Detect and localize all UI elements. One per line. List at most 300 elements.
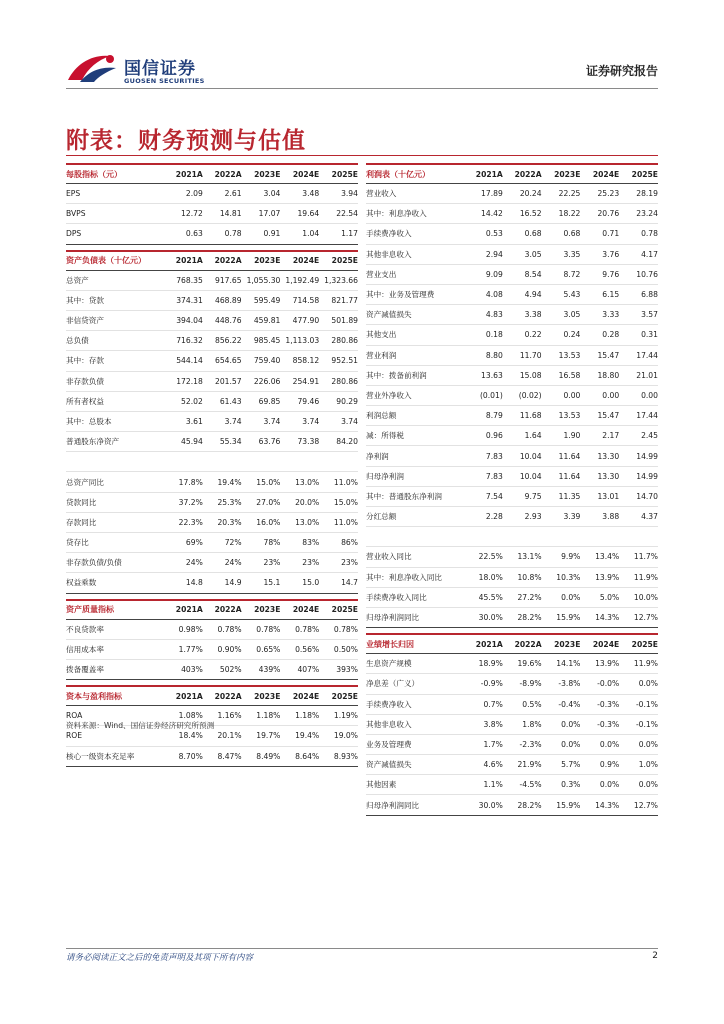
table-cell: 13.9% bbox=[595, 572, 620, 582]
table-section-title: 资产质量指标 bbox=[66, 605, 114, 615]
table-cell: 11.35 bbox=[558, 491, 581, 501]
row-label: 存款同比 bbox=[66, 517, 97, 527]
table-cell: 11.9% bbox=[633, 659, 658, 669]
row-label: 其他非息收入 bbox=[366, 249, 412, 259]
table-cell: 10.8% bbox=[517, 572, 542, 582]
row-label: 净利润 bbox=[366, 451, 389, 461]
table-cell: 15.0% bbox=[256, 477, 281, 487]
table-cell: 1.19% bbox=[333, 711, 358, 721]
table-cell: 0.65% bbox=[256, 644, 281, 654]
table-row bbox=[366, 446, 658, 466]
table-cell: 14.42 bbox=[481, 209, 503, 219]
table-cell: 0.3% bbox=[561, 780, 581, 790]
table-row bbox=[66, 472, 358, 492]
table-cell: 716.32 bbox=[176, 336, 203, 346]
table-cell: 0.24 bbox=[563, 330, 581, 340]
logo-text: 国信证券 bbox=[124, 59, 196, 79]
table-cell: -0.1% bbox=[635, 719, 658, 729]
row-label: 归母净利润同比 bbox=[366, 613, 420, 623]
table-cell: 477.90 bbox=[292, 316, 320, 326]
table-row bbox=[66, 620, 358, 640]
table-cell: 30.0% bbox=[478, 800, 503, 810]
table-cell: 15.9% bbox=[556, 613, 581, 623]
table-cell: 1.90 bbox=[563, 431, 581, 441]
year-column-header: 2022A bbox=[214, 169, 242, 179]
table-cell: 393% bbox=[336, 665, 358, 675]
table-cell: 14.1% bbox=[556, 659, 581, 669]
table-cell: 201.57 bbox=[215, 376, 242, 386]
table-cell: 448.76 bbox=[215, 316, 242, 326]
table-cell: 19.4% bbox=[217, 477, 242, 487]
row-label: DPS bbox=[66, 229, 82, 239]
table-row bbox=[66, 372, 358, 392]
table-cell: 25.3% bbox=[217, 497, 242, 507]
table-cell: 226.06 bbox=[253, 376, 281, 386]
table-cell: 86% bbox=[341, 538, 358, 548]
table-row bbox=[66, 392, 358, 412]
row-label: 利润总额 bbox=[366, 411, 397, 421]
table-cell: 27.0% bbox=[256, 497, 281, 507]
table-row bbox=[366, 285, 658, 305]
table-row bbox=[366, 204, 658, 224]
table-cell: 3.74 bbox=[341, 416, 358, 426]
table-cell: 30.0% bbox=[478, 613, 503, 623]
table-row bbox=[366, 674, 658, 694]
table-cell: 502% bbox=[219, 665, 242, 675]
table-cell: 13.30 bbox=[597, 471, 620, 481]
table-cell: -0.3% bbox=[597, 699, 620, 709]
table-cell: 13.9% bbox=[595, 659, 620, 669]
table-cell: 0.56% bbox=[295, 644, 320, 654]
right-tables-column bbox=[366, 163, 658, 816]
row-label: 其中：总股本 bbox=[66, 416, 112, 426]
table-cell: 1,055.30 bbox=[246, 275, 281, 285]
table-cell: -2.3% bbox=[519, 739, 542, 749]
row-label: 其他因素 bbox=[366, 780, 397, 790]
row-label: 其他非息收入 bbox=[366, 719, 412, 729]
table-cell: -0.3% bbox=[597, 719, 620, 729]
table-cell: 3.05 bbox=[524, 249, 542, 259]
table-cell: 14.9 bbox=[224, 578, 242, 588]
year-column-header: 2024E bbox=[292, 691, 320, 701]
table-cell: 13.53 bbox=[558, 350, 581, 360]
year-column-header: 2025E bbox=[331, 605, 358, 615]
year-column-header: 2023E bbox=[554, 639, 581, 649]
table-cell: 0.31 bbox=[641, 330, 658, 340]
table-row bbox=[66, 493, 358, 513]
year-column-header: 2023E bbox=[254, 256, 281, 266]
table-cell: 374.31 bbox=[176, 295, 203, 305]
table-section-title: 资本与盈利指标 bbox=[66, 691, 122, 701]
guosen-logo-icon bbox=[66, 50, 120, 86]
row-label: EPS bbox=[66, 189, 81, 199]
table-cell: 985.45 bbox=[253, 336, 281, 346]
table-cell: 3.48 bbox=[302, 189, 320, 199]
data-source-note: 资料来源：Wind、国信证券经济研究所预测 bbox=[66, 721, 215, 730]
table-cell: 0.0% bbox=[599, 739, 620, 749]
table-cell: 13.63 bbox=[481, 370, 503, 380]
table-row bbox=[366, 654, 658, 674]
table-row bbox=[66, 351, 358, 371]
table-cell: 17.8% bbox=[178, 477, 203, 487]
year-column-header: 2021A bbox=[475, 169, 503, 179]
table-cell: 83% bbox=[302, 538, 320, 548]
table-cell: 16.0% bbox=[256, 517, 281, 527]
year-column-header: 2024E bbox=[292, 256, 320, 266]
table-cell: -0.9% bbox=[480, 679, 503, 689]
table-cell: 4.6% bbox=[483, 760, 503, 770]
table-cell: 3.74 bbox=[302, 416, 320, 426]
table-cell: 11.64 bbox=[558, 451, 581, 461]
table-row bbox=[366, 224, 658, 244]
table-cell: 0.0% bbox=[638, 739, 658, 749]
row-label: 贷存比 bbox=[66, 538, 89, 548]
table-cell: 11.68 bbox=[519, 411, 542, 421]
row-label: 营业收入 bbox=[366, 189, 397, 199]
table-cell: 18.0% bbox=[478, 572, 503, 582]
row-label: 归母净利润 bbox=[366, 471, 404, 481]
table-cell: 22.25 bbox=[558, 189, 581, 199]
row-label: 其中：利息净收入 bbox=[366, 209, 427, 219]
table-cell: 8.72 bbox=[563, 269, 581, 279]
table-cell: 0.98% bbox=[178, 624, 203, 634]
disclaimer-text: 请务必阅读正文之后的免责声明及其项下所有内容 bbox=[66, 953, 254, 963]
table-cell: 654.65 bbox=[215, 356, 242, 366]
page-header bbox=[66, 50, 658, 90]
table-cell: 10.04 bbox=[519, 451, 542, 461]
table-cell: 73.38 bbox=[297, 437, 320, 447]
table-cell: -3.8% bbox=[558, 679, 581, 689]
table-row bbox=[366, 426, 658, 446]
table-cell: 0.50% bbox=[333, 644, 358, 654]
table-cell: 3.05 bbox=[563, 310, 581, 320]
table-row bbox=[366, 184, 658, 204]
table-cell: 8.54 bbox=[524, 269, 542, 279]
row-label: 生息资产规模 bbox=[366, 659, 412, 669]
table-row bbox=[366, 588, 658, 608]
table-cell: 9.75 bbox=[524, 491, 542, 501]
year-column-header: 2024E bbox=[292, 605, 320, 615]
table-cell: 407% bbox=[297, 665, 320, 675]
table-cell: 3.38 bbox=[524, 310, 542, 320]
table-cell: 84.20 bbox=[336, 437, 358, 447]
table-cell: 1.17 bbox=[341, 229, 358, 239]
table-cell: 16.52 bbox=[519, 209, 542, 219]
table-cell: 858.12 bbox=[292, 356, 320, 366]
table-cell: 1.1% bbox=[483, 780, 503, 790]
table-cell: 7.83 bbox=[485, 471, 503, 481]
page-number: 2 bbox=[652, 951, 658, 961]
table-cell: 28.2% bbox=[517, 613, 542, 623]
row-label: 信用成本率 bbox=[66, 644, 104, 654]
table-section-title: 业绩增长归因 bbox=[366, 639, 414, 649]
table-cell: 3.61 bbox=[185, 416, 203, 426]
table-cell: 0.0% bbox=[561, 592, 581, 602]
row-label: 手续费净收入 bbox=[366, 229, 412, 239]
row-label: 拨备覆盖率 bbox=[66, 665, 104, 675]
year-column-header: 2025E bbox=[331, 691, 358, 701]
table-row bbox=[366, 406, 658, 426]
table-cell: 0.78 bbox=[641, 229, 658, 239]
table-cell: 11.0% bbox=[333, 517, 358, 527]
table-cell: 2.61 bbox=[224, 189, 242, 199]
table-row bbox=[366, 325, 658, 345]
table-cell: 1.04 bbox=[302, 229, 320, 239]
table-cell: 15.47 bbox=[597, 411, 620, 421]
row-label: 营业收入同比 bbox=[366, 552, 412, 562]
table-cell: 0.9% bbox=[599, 760, 620, 770]
table-cell: 13.01 bbox=[597, 491, 620, 501]
table-cell: 17.44 bbox=[636, 350, 658, 360]
table-cell: 6.88 bbox=[641, 290, 658, 300]
table-cell: 19.7% bbox=[256, 731, 281, 741]
table-header-row bbox=[366, 633, 658, 654]
table-cell: 0.0% bbox=[638, 780, 658, 790]
table-cell: 14.70 bbox=[636, 491, 658, 501]
table-row bbox=[366, 695, 658, 715]
table-cell: 4.83 bbox=[485, 310, 503, 320]
table-cell: 1.7% bbox=[483, 739, 503, 749]
table-cell: 15.47 bbox=[597, 350, 620, 360]
year-column-header: 2021A bbox=[175, 169, 203, 179]
table-cell: 90.29 bbox=[336, 396, 358, 406]
table-cell: 13.0% bbox=[295, 517, 320, 527]
year-column-header: 2025E bbox=[331, 169, 358, 179]
table-cell: 10.3% bbox=[556, 572, 581, 582]
table-row bbox=[66, 412, 358, 432]
table-cell: 15.9% bbox=[556, 800, 581, 810]
table-cell: -0.0% bbox=[597, 679, 620, 689]
table-cell: 15.0 bbox=[302, 578, 320, 588]
table-row bbox=[366, 507, 658, 527]
table-cell: 821.77 bbox=[331, 295, 358, 305]
table-cell: 14.8 bbox=[185, 578, 203, 588]
table-cell: 7.54 bbox=[485, 491, 503, 501]
table-cell: 0.68 bbox=[563, 229, 581, 239]
table-cell: 20.24 bbox=[519, 189, 542, 199]
year-column-header: 2023E bbox=[254, 605, 281, 615]
row-label: 非存款负债/负债 bbox=[66, 558, 122, 568]
table-row bbox=[366, 346, 658, 366]
table-cell: 0.00 bbox=[641, 390, 658, 400]
table-cell: 2.28 bbox=[485, 512, 503, 522]
report-type-label: 证券研究报告 bbox=[585, 64, 658, 78]
row-label: 核心一级资本充足率 bbox=[66, 751, 135, 761]
table-cell: 28.2% bbox=[517, 800, 542, 810]
year-column-header: 2023E bbox=[254, 691, 281, 701]
table-cell: 11.9% bbox=[633, 572, 658, 582]
table-cell: 0.63 bbox=[185, 229, 203, 239]
table-cell: 6.15 bbox=[602, 290, 620, 300]
table-section-title: 资产负债表（十亿元） bbox=[66, 256, 146, 266]
financial-table bbox=[66, 250, 358, 599]
table-cell: 12.7% bbox=[633, 613, 658, 623]
table-cell: 8.80 bbox=[485, 350, 503, 360]
table-cell: 8.79 bbox=[485, 411, 503, 421]
table-cell: 714.58 bbox=[292, 295, 320, 305]
table-cell: 5.7% bbox=[561, 760, 581, 770]
table-cell: 20.0% bbox=[295, 497, 320, 507]
table-row bbox=[366, 386, 658, 406]
table-cell: 0.0% bbox=[561, 719, 581, 729]
table-cell: 45.94 bbox=[181, 437, 203, 447]
year-column-header: 2024E bbox=[592, 639, 620, 649]
table-cell: 1.64 bbox=[524, 431, 542, 441]
row-label: 其中：存款 bbox=[66, 356, 104, 366]
row-label: 非信贷资产 bbox=[66, 316, 104, 326]
table-cell: 0.71 bbox=[602, 229, 620, 239]
table-cell: 14.3% bbox=[595, 613, 620, 623]
table-cell: 3.74 bbox=[263, 416, 281, 426]
table-cell: 2.45 bbox=[641, 431, 658, 441]
table-row bbox=[366, 366, 658, 386]
year-column-header: 2025E bbox=[331, 256, 358, 266]
table-cell: 952.51 bbox=[331, 356, 358, 366]
table-cell: 14.7 bbox=[341, 578, 358, 588]
table-cell: 4.37 bbox=[641, 512, 658, 522]
table-cell: 0.7% bbox=[483, 699, 503, 709]
table-cell: 2.93 bbox=[524, 512, 542, 522]
row-label: 资产减值损失 bbox=[366, 310, 412, 320]
table-cell: 0.53 bbox=[485, 229, 503, 239]
table-row bbox=[66, 660, 358, 680]
table-cell: 768.35 bbox=[176, 275, 203, 285]
financial-table bbox=[366, 633, 658, 816]
table-cell: 2.94 bbox=[485, 249, 503, 259]
table-header-row bbox=[366, 163, 658, 184]
table-cell: 0.90% bbox=[217, 644, 242, 654]
table-cell: 3.74 bbox=[224, 416, 242, 426]
row-label: 总资产 bbox=[66, 275, 89, 285]
table-cell: 1.08% bbox=[178, 711, 203, 721]
table-cell: 3.57 bbox=[641, 310, 658, 320]
table-cell: 12.72 bbox=[181, 209, 203, 219]
table-cell: 20.1% bbox=[217, 731, 242, 741]
table-row bbox=[366, 795, 658, 815]
table-cell: 13.4% bbox=[595, 552, 620, 562]
table-cell: 3.88 bbox=[602, 512, 620, 522]
table-cell: 254.91 bbox=[292, 376, 320, 386]
table-row bbox=[66, 311, 358, 331]
table-cell: 0.28 bbox=[602, 330, 620, 340]
table-cell: 0.22 bbox=[524, 330, 542, 340]
table-cell: 52.02 bbox=[181, 396, 203, 406]
table-cell: 23% bbox=[341, 558, 358, 568]
table-cell: 55.34 bbox=[219, 437, 242, 447]
year-column-header: 2022A bbox=[514, 169, 542, 179]
table-cell: 2.09 bbox=[185, 189, 203, 199]
table-cell: 17.07 bbox=[258, 209, 281, 219]
table-row bbox=[66, 513, 358, 533]
table-cell: -0.4% bbox=[558, 699, 581, 709]
table-cell: 19.6% bbox=[517, 659, 542, 669]
table-header-row bbox=[66, 685, 358, 706]
year-column-header: 2021A bbox=[175, 605, 203, 615]
table-cell: 0.00 bbox=[602, 390, 620, 400]
table-cell: 18.4% bbox=[178, 731, 203, 741]
table-row bbox=[366, 265, 658, 285]
financial-table bbox=[66, 163, 358, 250]
table-cell: 19.4% bbox=[295, 731, 320, 741]
table-cell: 13.0% bbox=[295, 477, 320, 487]
table-row bbox=[66, 747, 358, 767]
table-section-title: 每股指标（元） bbox=[66, 169, 122, 179]
row-label: 其中：业务及管理费 bbox=[366, 290, 435, 300]
table-cell: 468.89 bbox=[215, 295, 242, 305]
table-cell: 14.99 bbox=[636, 451, 658, 461]
table-row bbox=[66, 452, 358, 472]
year-column-header: 2021A bbox=[175, 256, 203, 266]
table-cell: 172.18 bbox=[176, 376, 203, 386]
table-cell: 14.81 bbox=[219, 209, 242, 219]
table-cell: 3.39 bbox=[563, 512, 581, 522]
table-cell: 403% bbox=[181, 665, 203, 675]
year-column-header: 2022A bbox=[214, 605, 242, 615]
row-label: 其中：利息净收入同比 bbox=[366, 572, 442, 582]
row-label: ROA bbox=[66, 711, 83, 721]
table-header-row bbox=[66, 163, 358, 184]
table-cell: 63.76 bbox=[258, 437, 281, 447]
table-cell: 61.43 bbox=[219, 396, 242, 406]
year-column-header: 2024E bbox=[592, 169, 620, 179]
table-cell: 9.09 bbox=[485, 269, 503, 279]
table-cell: 0.00 bbox=[563, 390, 581, 400]
row-label: 普通股东净资产 bbox=[66, 437, 120, 447]
table-cell: 1,192.49 bbox=[285, 275, 320, 285]
table-cell: 10.0% bbox=[633, 592, 658, 602]
table-cell: 1.8% bbox=[522, 719, 542, 729]
table-cell: -8.9% bbox=[519, 679, 542, 689]
table-cell: 69.85 bbox=[258, 396, 281, 406]
table-cell: 0.78% bbox=[333, 624, 358, 634]
table-row bbox=[366, 568, 658, 588]
table-cell: 16.58 bbox=[558, 370, 581, 380]
left-tables-column bbox=[66, 163, 358, 767]
financial-table bbox=[66, 599, 358, 686]
table-row bbox=[366, 608, 658, 628]
table-cell: 13.30 bbox=[597, 451, 620, 461]
table-cell: 0.78% bbox=[295, 624, 320, 634]
row-label: 归母净利润同比 bbox=[366, 800, 420, 810]
year-column-header: 2025E bbox=[631, 169, 658, 179]
row-label: 营业外净收入 bbox=[366, 390, 412, 400]
table-row bbox=[66, 553, 358, 573]
table-cell: 20.3% bbox=[217, 517, 242, 527]
table-row bbox=[66, 533, 358, 553]
table-cell: 15.1 bbox=[263, 578, 281, 588]
table-cell: 3.8% bbox=[483, 719, 503, 729]
table-cell: 0.96 bbox=[485, 431, 503, 441]
table-cell: 3.35 bbox=[563, 249, 581, 259]
table-header-row bbox=[66, 599, 358, 620]
row-label: 非存款负债 bbox=[66, 376, 104, 386]
table-cell: 7.83 bbox=[485, 451, 503, 461]
row-label: 其中：贷款 bbox=[66, 295, 104, 305]
table-cell: 24% bbox=[185, 558, 203, 568]
table-cell: (0.01) bbox=[479, 390, 503, 400]
table-cell: 1.18% bbox=[295, 711, 320, 721]
table-row bbox=[66, 331, 358, 351]
table-cell: 280.86 bbox=[331, 336, 358, 346]
row-label: 营业支出 bbox=[366, 269, 397, 279]
table-cell: 2.17 bbox=[602, 431, 620, 441]
table-cell: 1,323.66 bbox=[324, 275, 358, 285]
table-cell: 0.78 bbox=[224, 229, 242, 239]
table-cell: 4.94 bbox=[524, 290, 542, 300]
table-row bbox=[66, 271, 358, 291]
table-cell: 27.2% bbox=[517, 592, 542, 602]
table-cell: 79.46 bbox=[297, 396, 320, 406]
